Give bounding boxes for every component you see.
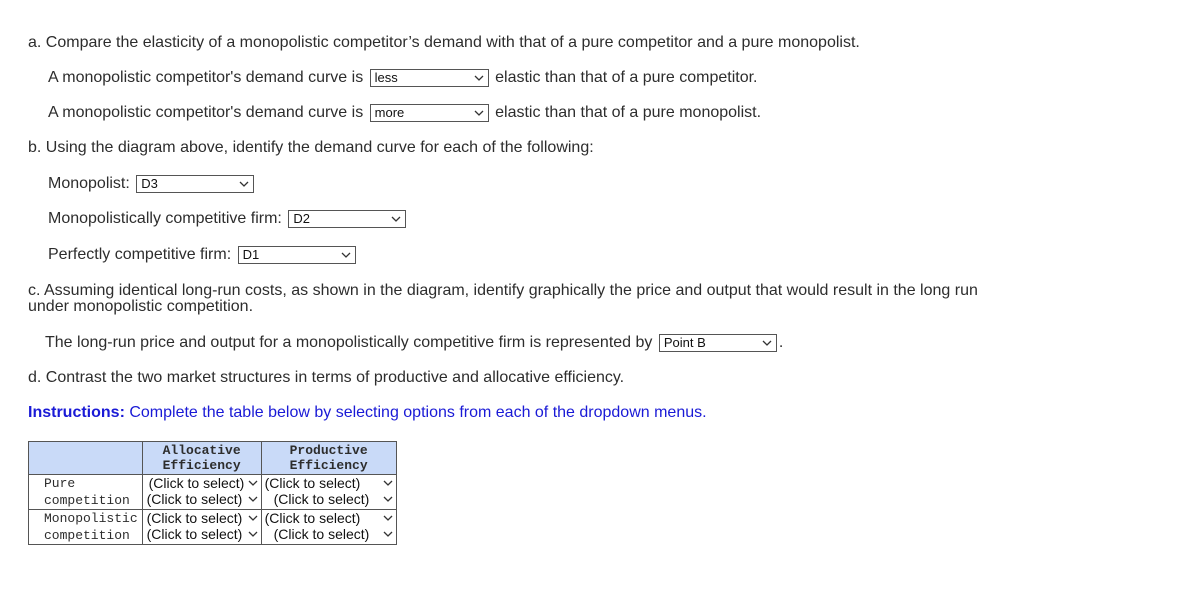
chevron-down-icon (473, 105, 485, 121)
selected-value: (Click to select) (148, 475, 245, 491)
mono-productive-cell (261, 510, 396, 545)
efficiency-table (28, 441, 397, 545)
mono-productive-select-1[interactable] (262, 510, 396, 526)
pure-allocative-select-2[interactable] (143, 491, 261, 507)
pc-firm-demand-select[interactable] (238, 246, 356, 264)
question-a: a. Compare the elasticity of a monopolistic competitor’s demand with that of a pure competitor and a pure monopolist. (28, 34, 860, 51)
mc-firm-row (48, 209, 408, 229)
row-label-pure-competition (29, 475, 143, 510)
answer-a2-suffix: elastic than that of a pure monopolist. (495, 104, 762, 121)
mono-allocative-cell (142, 510, 261, 545)
chevron-down-icon (340, 247, 352, 263)
question-b: b. Using the diagram above, identify the demand curve for each of the following: (28, 139, 594, 156)
mono-productive-select-2[interactable] (262, 526, 396, 542)
answer-c-prefix: The long-run price and output for a monopolistically competitive firm is represented by (45, 334, 653, 351)
question-c-line2: under monopolistic competition. (28, 298, 254, 315)
mono-allocative-select-1[interactable] (143, 510, 261, 526)
selected-value: (Click to select) (146, 526, 243, 542)
selected-value: D1 (242, 246, 260, 262)
monopolist-row (48, 174, 256, 194)
answer-c-suffix: . (778, 334, 784, 351)
long-run-point-select[interactable] (659, 334, 777, 352)
chevron-down-icon (473, 70, 485, 86)
answer-c-row (45, 333, 783, 353)
monopolist-demand-select[interactable] (136, 175, 254, 193)
pure-productive-cell (261, 475, 396, 510)
question-d: d. Contrast the two market structures in terms of productive and allocative efficiency. (28, 369, 625, 386)
chevron-down-icon (247, 491, 259, 507)
answer-a2-row (48, 103, 761, 123)
mono-allocative-select-2[interactable] (143, 526, 261, 542)
header-line: Productive (289, 443, 368, 458)
header-line: Efficiency (289, 458, 368, 473)
elasticity-vs-pure-competitor-select[interactable] (370, 69, 489, 87)
chevron-down-icon (238, 176, 250, 192)
selected-value: D2 (293, 210, 310, 226)
row-label-line: competition (44, 528, 130, 543)
instructions (28, 403, 707, 423)
selected-value: (Click to select) (146, 510, 243, 526)
row-label-line: Pure (44, 476, 76, 491)
table-row-pure-competition (29, 475, 397, 510)
chevron-down-icon (382, 491, 394, 507)
selected-value: (Click to select) (264, 475, 361, 491)
selected-value: less (374, 69, 398, 85)
question-c-line1: c. Assuming identical long-run costs, as shown in the diagram, identify graphically the price and output that would result in the long run (28, 282, 978, 299)
chevron-down-icon (382, 526, 394, 542)
allocative-efficiency-header (142, 442, 261, 475)
answer-a1-prefix: A monopolistic competitor's demand curve is (48, 69, 364, 86)
instructions-label: Instructions: (28, 404, 125, 421)
instructions-text: Complete the table below by selecting options from each of the dropdown menus. (129, 404, 707, 421)
table-row-monopolistic-competition (29, 510, 397, 545)
mc-firm-label: Monopolistically competitive firm: (48, 210, 282, 227)
pure-productive-select-2[interactable] (262, 491, 396, 507)
row-label-monopolistic-competition (29, 510, 143, 545)
pc-firm-label: Perfectly competitive firm: (48, 246, 232, 263)
chevron-down-icon (247, 475, 259, 491)
chevron-down-icon (390, 211, 402, 227)
selected-value: (Click to select) (273, 526, 370, 542)
answer-a1-suffix: elastic than that of a pure competitor. (495, 69, 758, 86)
pure-productive-select-1[interactable] (262, 475, 396, 491)
row-label-line: Monopolistic (44, 511, 138, 526)
chevron-down-icon (761, 335, 773, 351)
row-label-line: competition (44, 493, 130, 508)
answer-a1-row (48, 68, 757, 88)
chevron-down-icon (247, 510, 259, 526)
selected-value: D3 (141, 175, 158, 191)
monopolist-label: Monopolist: (48, 175, 130, 192)
mc-firm-demand-select[interactable] (288, 210, 406, 228)
selected-value: (Click to select) (146, 491, 243, 507)
table-corner (29, 442, 143, 475)
selected-value: (Click to select) (273, 491, 370, 507)
pc-firm-row (48, 245, 358, 265)
selected-value: (Click to select) (264, 510, 361, 526)
header-line: Allocative (162, 443, 241, 458)
selected-value: Point B (663, 334, 706, 350)
productive-efficiency-header (261, 442, 396, 475)
selected-value: more (374, 104, 405, 120)
pure-allocative-cell (142, 475, 261, 510)
answer-a2-prefix: A monopolistic competitor's demand curve is (48, 104, 364, 121)
header-line: Efficiency (162, 458, 241, 473)
chevron-down-icon (382, 510, 394, 526)
pure-allocative-select-1[interactable] (143, 475, 261, 491)
chevron-down-icon (382, 475, 394, 491)
elasticity-vs-pure-monopolist-select[interactable] (370, 104, 489, 122)
chevron-down-icon (247, 526, 259, 542)
